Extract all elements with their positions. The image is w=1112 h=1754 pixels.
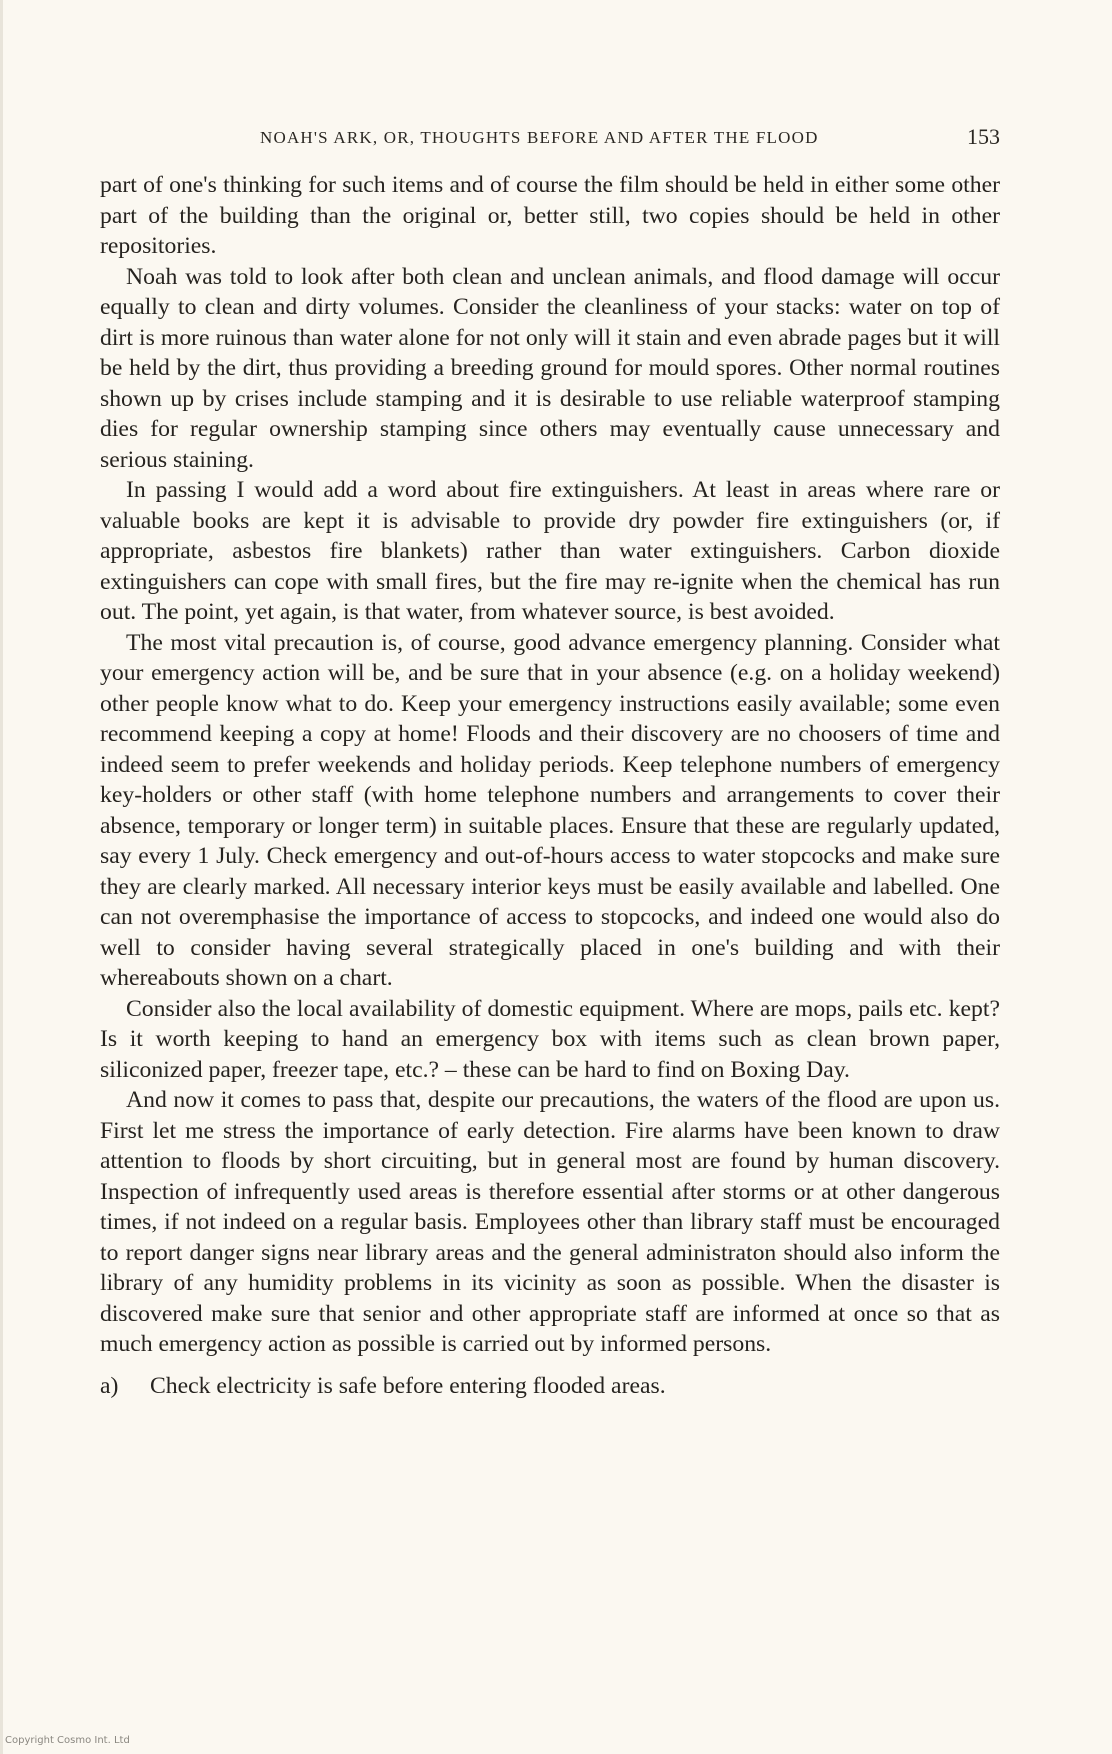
running-title: NOAH'S ARK, OR, THOUGHTS BEFORE AND AFTER THE FLOOD	[260, 128, 819, 147]
paragraph: And now it comes to pass that, despite our precautions, the waters of the flood are upon us. First let me stress the importance of early detection. Fire alarms have been known to draw attention to floods by short circuiting, but in general most are found by human discovery. Inspection of infrequently used areas is therefore essential after storms or at other dangerous times, if not indeed on a regular basis. Employees other than library staff must be encouraged to report danger signs near library areas and the general administraton should also inform the library of any humidity problems in its vicinity as soon as possible. When the disaster is discovered make sure that senior and other appropriate staff are informed at once so that as much emergency action as possible is carried out by informed persons.	[100, 1087, 1000, 1357]
body-text	[100, 170, 1000, 1401]
paragraph: In passing I would add a word about fire extinguishers. At least in areas where rare or valuable books are kept it is advisable to provide dry powder fire extinguishers (or, if appropriate, asbestos fire blankets) rather than water extinguishers. Carbon dioxide extinguishers can cope with small fires, but the fire may re-ignite when the chemical has run out. The point, yet again, is that water, from whatever source, is best avoided.	[100, 477, 1000, 625]
list-item-text: Check electricity is safe before entering flooded areas.	[150, 1372, 666, 1399]
paragraph: The most vital precaution is, of course, good advance emergency planning. Consider what your emergency action will be, and be sure that in your absence (e.g. on a holiday weekend) other people know what to do. Keep your emergency instructions easily available; some even recommend keeping a copy at home! Floods and their discovery are no choosers of time and indeed seem to prefer weekends and holiday periods. Keep telephone numbers of emergency key-holders or other staff (with home telephone numbers and arrangements to cover their absence, temporary or longer term) in suitable places. Ensure that these are regularly updated, say every 1 July. Check emergency and out-of-hours access to water stopcocks and make sure they are clearly marked. All necessary interior keys must be easily available and labelled. One can not overemphasise the importance of access to stopcocks, and indeed one would also do well to consider having several strategically placed in one's building and with their whereabouts shown on a chart.	[100, 629, 1000, 991]
page-number: 153	[967, 124, 1000, 149]
page-edge-shadow	[0, 0, 3, 1754]
paragraph: Consider also the local availability of domestic equipment. Where are mops, pails etc. kept? Is it worth keeping to hand an emergency box with items such as clean brown paper, siliconized paper, freezer tape, etc.? – these can be hard to find on Boxing Day.	[100, 995, 1000, 1083]
paragraph: part of one's thinking for such items and of course the film should be held in either some other part of the building than the original or, better still, two copies should be held in other repositories.	[100, 172, 1000, 259]
list-marker: a)	[100, 1372, 119, 1399]
list-item	[100, 1371, 1000, 1402]
paragraph: Noah was told to look after both clean and unclean animals, and flood damage will occur equally to clean and dirty volumes. Consider the cleanliness of your stacks: water on top of dirt is more ruinous than water alone for not only will it stain and even abrade pages but it will be held by the dirt, thus providing a breeding ground for mould spores. Other normal routines shown up by crises include stamping and it is desirable to use reliable waterproof stamping dies for regular ownership stamping since others may eventually cause unnecessary and serious staining.	[100, 263, 1000, 473]
running-header	[100, 124, 1000, 154]
copyright-watermark: Copyright Cosmo Int. Ltd	[5, 1735, 130, 1746]
